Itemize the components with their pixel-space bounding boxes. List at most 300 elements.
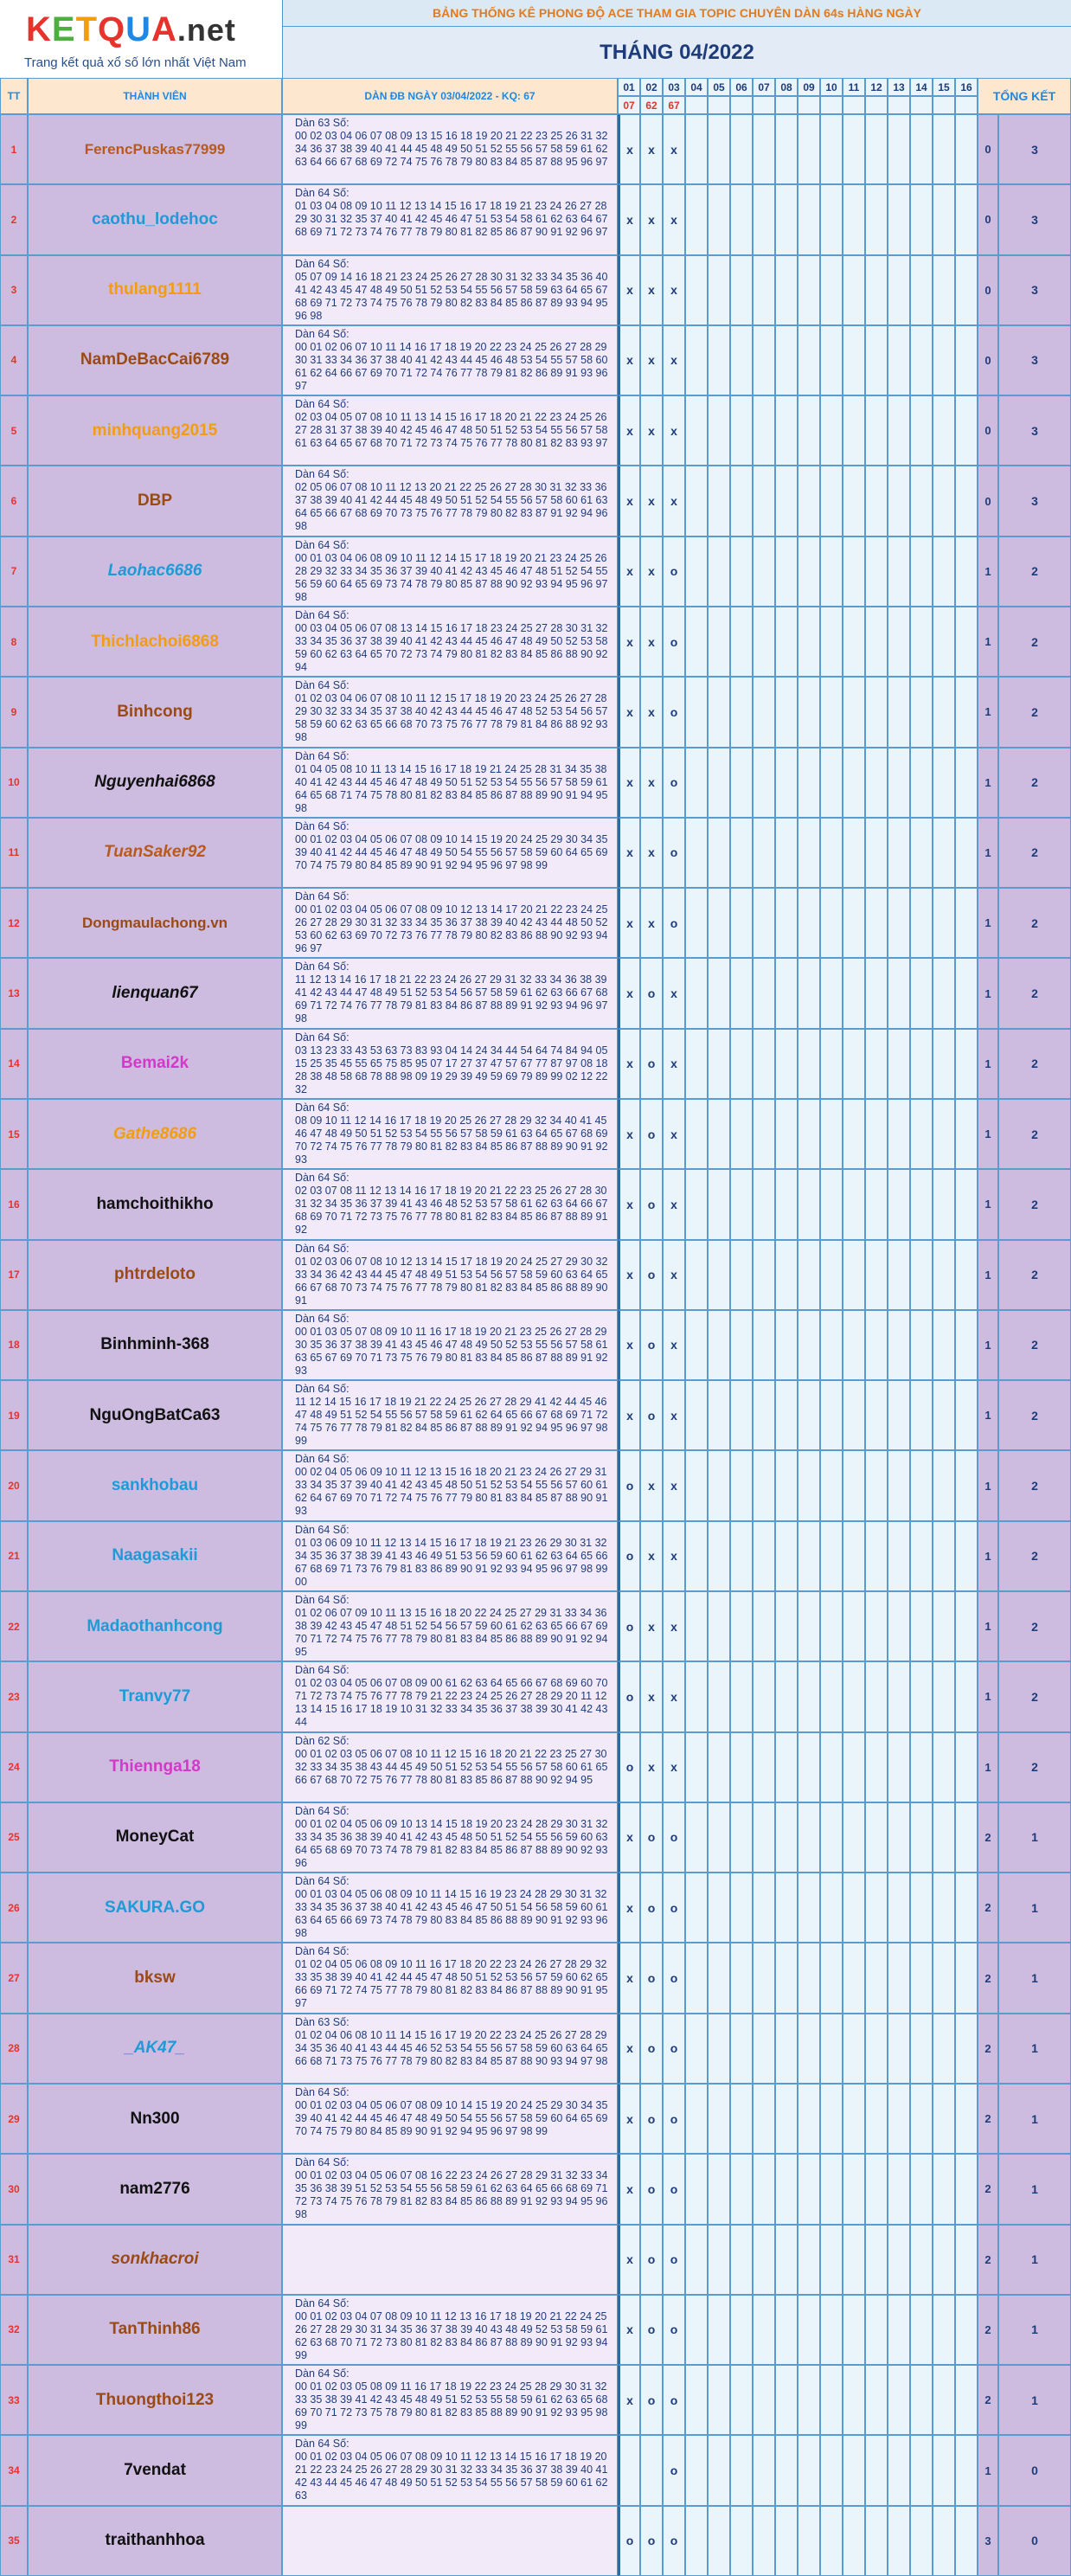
day-mark-03: x	[663, 1661, 685, 1731]
day-mark-15	[933, 2225, 955, 2295]
day-mark-06	[730, 1099, 753, 1169]
day-mark-07	[753, 536, 775, 607]
day-mark-15	[933, 1943, 955, 2013]
day-mark-15	[933, 1591, 955, 1661]
day-mark-05	[708, 114, 730, 184]
member-name[interactable]: TuanSaker92	[28, 818, 282, 888]
day-mark-08	[775, 2154, 798, 2224]
member-name[interactable]: Binhcong	[28, 677, 282, 747]
day-mark-14	[910, 1380, 933, 1450]
day-mark-06	[730, 1732, 753, 1802]
member-name[interactable]: DBP	[28, 466, 282, 536]
logo-suffix: .net	[176, 12, 236, 48]
day-mark-14	[910, 536, 933, 607]
table-row	[0, 1380, 1071, 1450]
day-mark-15	[933, 1380, 955, 1450]
day-result-02: 62	[640, 96, 663, 114]
member-name[interactable]: Binhminh-368	[28, 1310, 282, 1380]
table-row	[0, 1943, 1071, 2013]
member-name[interactable]: Tranvy77	[28, 1661, 282, 1731]
day-mark-16	[955, 114, 978, 184]
day-mark-14	[910, 818, 933, 888]
table-row	[0, 607, 1071, 677]
day-mark-07	[753, 888, 775, 958]
day-mark-03: o	[663, 536, 685, 607]
dan-numbers-cell	[282, 2295, 618, 2365]
day-mark-13	[888, 255, 910, 325]
day-mark-09	[798, 536, 820, 607]
day-mark-10	[820, 1943, 843, 2013]
day-mark-07	[753, 325, 775, 395]
day-mark-15	[933, 2295, 955, 2365]
dan-numbers: 02 05 06 07 08 10 11 12 13 20 21 22 25 26 27 28 30 31 32 33 36 37 38 39 40 41 42 44 45 48 49 50 51 52 54 55 56 57 58 60 61 63 64 65 66 67 68 69 70 73 75 76 77 78 79 80 82 83 87 91 92 94 96 98	[295, 481, 608, 533]
day-mark-04	[685, 818, 708, 888]
day-mark-10	[820, 958, 843, 1028]
day-mark-11	[843, 677, 865, 747]
hit-count: 2	[998, 1169, 1071, 1239]
member-name[interactable]: lienquan67	[28, 958, 282, 1028]
day-mark-16	[955, 1240, 978, 1310]
day-mark-16	[955, 958, 978, 1028]
dan-numbers-cell	[282, 184, 618, 254]
day-mark-08	[775, 2435, 798, 2505]
member-name[interactable]: Dongmaulachong.vn	[28, 888, 282, 958]
day-mark-05	[708, 2365, 730, 2435]
day-mark-14	[910, 395, 933, 466]
day-mark-15	[933, 677, 955, 747]
day-mark-13	[888, 677, 910, 747]
day-mark-12	[865, 325, 888, 395]
miss-count: 2	[978, 1802, 998, 1873]
day-mark-09	[798, 1029, 820, 1099]
day-mark-04	[685, 1099, 708, 1169]
day-mark-12	[865, 1240, 888, 1310]
day-mark-15	[933, 888, 955, 958]
day-header-06: 06	[730, 78, 753, 96]
day-mark-04	[685, 1732, 708, 1802]
day-mark-16	[955, 1169, 978, 1239]
day-mark-08	[775, 2506, 798, 2576]
dan-label: Dàn 64 Số:	[295, 2156, 350, 2169]
day-mark-09	[798, 114, 820, 184]
day-mark-05	[708, 2506, 730, 2576]
row-number: 17	[0, 1240, 28, 1310]
day-mark-13	[888, 325, 910, 395]
member-name[interactable]: Thichlachoi6868	[28, 607, 282, 677]
member-name[interactable]: Thiennga18	[28, 1732, 282, 1802]
col-dan: DÀN ĐB NGÀY 03/04/2022 - KQ: 67	[282, 78, 618, 114]
table-row	[0, 677, 1071, 747]
day-mark-08	[775, 2225, 798, 2295]
day-mark-07	[753, 748, 775, 818]
dan-label: Dàn 64 Số:	[295, 679, 350, 692]
member-name[interactable]: NguOngBatCa63	[28, 1380, 282, 1450]
day-mark-06	[730, 1802, 753, 1873]
day-mark-02: o	[640, 1029, 663, 1099]
member-name[interactable]: sankhobau	[28, 1450, 282, 1520]
table-row	[0, 1240, 1071, 1310]
member-name[interactable]: minhquang2015	[28, 395, 282, 466]
day-mark-05	[708, 818, 730, 888]
day-mark-07	[753, 1450, 775, 1520]
member-name[interactable]: Madaothanhcong	[28, 1591, 282, 1661]
day-mark-12	[865, 536, 888, 607]
dan-numbers-cell	[282, 1943, 618, 2013]
day-mark-01: x	[618, 1802, 640, 1873]
day-mark-11	[843, 1732, 865, 1802]
day-mark-09	[798, 2295, 820, 2365]
day-mark-16	[955, 748, 978, 818]
month-title: THÁNG 04/2022	[283, 27, 1071, 78]
day-mark-16	[955, 2014, 978, 2084]
day-mark-07	[753, 2084, 775, 2154]
hit-count: 2	[998, 818, 1071, 888]
day-mark-02: o	[640, 2295, 663, 2365]
row-number: 8	[0, 607, 28, 677]
day-mark-14	[910, 1591, 933, 1661]
day-mark-02: o	[640, 1240, 663, 1310]
miss-count: 1	[978, 1310, 998, 1380]
day-result-07	[753, 96, 775, 114]
member-name[interactable]: bksw	[28, 1943, 282, 2013]
day-mark-14	[910, 2154, 933, 2224]
member-name[interactable]: phtrdeloto	[28, 1240, 282, 1310]
day-mark-04	[685, 2014, 708, 2084]
table-row	[0, 2435, 1071, 2505]
day-header-08: 08	[775, 78, 798, 96]
dan-numbers-cell	[282, 114, 618, 184]
day-mark-02: o	[640, 2154, 663, 2224]
day-mark-13	[888, 2435, 910, 2505]
day-mark-16	[955, 607, 978, 677]
day-mark-15	[933, 2084, 955, 2154]
dan-label: Dàn 64 Số:	[295, 398, 350, 411]
day-mark-16	[955, 2084, 978, 2154]
day-mark-11	[843, 958, 865, 1028]
day-mark-05	[708, 888, 730, 958]
day-mark-11	[843, 184, 865, 254]
row-number: 29	[0, 2084, 28, 2154]
row-number: 11	[0, 818, 28, 888]
day-mark-02: o	[640, 1943, 663, 2013]
day-mark-14	[910, 1802, 933, 1873]
member-name[interactable]: traithanhhoa	[28, 2506, 282, 2576]
dan-numbers: 00 01 02 03 04 07 08 09 10 11 12 13 16 17 18 19 20 21 22 24 25 26 27 28 29 30 31 34 35 36 37 38 39 40 43 48 49 52 53 58 59 61 62 63 68 70 71 72 73 80 81 82 83 84 86 87 88 89 90 91 92 93 94 99	[295, 2309, 608, 2361]
dan-numbers-cell	[282, 677, 618, 747]
day-mark-07	[753, 1661, 775, 1731]
day-mark-07	[753, 1802, 775, 1873]
dan-numbers: 11 12 13 14 16 17 18 21 22 23 24 26 27 29 31 32 33 34 36 38 39 41 42 43 44 47 48 49 51 52 53 54 56 57 58 59 61 62 63 66 67 68 69 71 72 74 76 77 78 79 81 83 84 86 87 88 89 91 92 93 94 96 97 98	[295, 973, 608, 1025]
day-mark-11	[843, 2295, 865, 2365]
day-mark-02: x	[640, 184, 663, 254]
day-mark-10	[820, 466, 843, 536]
member-name[interactable]: Nn300	[28, 2084, 282, 2154]
miss-count: 1	[978, 888, 998, 958]
dan-numbers-cell	[282, 2506, 618, 2576]
day-mark-03: o	[663, 1943, 685, 2013]
day-mark-02: o	[640, 1099, 663, 1169]
day-mark-09	[798, 607, 820, 677]
day-mark-14	[910, 1732, 933, 1802]
dan-label: Dàn 64 Số:	[295, 2438, 350, 2451]
day-mark-02: o	[640, 958, 663, 1028]
member-name[interactable]: Laohac6686	[28, 536, 282, 607]
site-logo[interactable]	[0, 0, 284, 78]
day-mark-01: x	[618, 1240, 640, 1310]
day-header-16: 16	[955, 78, 978, 96]
day-header-11: 11	[843, 78, 865, 96]
day-mark-08	[775, 1099, 798, 1169]
day-mark-12	[865, 1450, 888, 1520]
day-mark-12	[865, 1732, 888, 1802]
hit-count: 1	[998, 2014, 1071, 2084]
day-mark-16	[955, 1873, 978, 1943]
day-result-08	[775, 96, 798, 114]
member-name[interactable]: 7vendat	[28, 2435, 282, 2505]
member-name[interactable]: sonkhacroi	[28, 2225, 282, 2295]
hit-count: 2	[998, 1450, 1071, 1520]
day-mark-06	[730, 2506, 753, 2576]
table-row	[0, 395, 1071, 466]
day-header-09: 09	[798, 78, 820, 96]
day-mark-12	[865, 1521, 888, 1591]
day-mark-13	[888, 114, 910, 184]
day-mark-03: x	[663, 1380, 685, 1450]
dan-label: Dàn 64 Số:	[295, 2367, 350, 2380]
day-mark-11	[843, 2154, 865, 2224]
day-mark-02: o	[640, 2225, 663, 2295]
day-mark-01: x	[618, 114, 640, 184]
day-mark-06	[730, 748, 753, 818]
day-result-12	[865, 96, 888, 114]
day-mark-02: x	[640, 325, 663, 395]
day-mark-04	[685, 1943, 708, 2013]
member-name[interactable]: thulang1111	[28, 255, 282, 325]
hit-count: 2	[998, 1310, 1071, 1380]
day-mark-05	[708, 1169, 730, 1239]
day-result-03: 67	[663, 96, 685, 114]
dan-numbers-cell	[282, 2014, 618, 2084]
hit-count: 2	[998, 1732, 1071, 1802]
day-mark-01: x	[618, 255, 640, 325]
day-mark-04	[685, 184, 708, 254]
day-mark-09	[798, 2084, 820, 2154]
day-mark-10	[820, 748, 843, 818]
day-mark-12	[865, 184, 888, 254]
dan-numbers: 00 01 02 03 04 05 06 07 08 09 10 14 15 19 20 24 25 29 30 34 35 39 40 41 42 44 45 46 47 48 49 50 54 55 56 57 58 59 60 64 65 69 70 74 75 79 80 84 85 89 90 91 92 94 95 96 97 98 99	[295, 832, 608, 871]
dan-numbers: 00 01 03 05 07 08 09 10 11 16 17 18 19 20 21 23 25 26 27 28 29 30 35 36 37 38 39 41 43 45 46 47 48 49 50 52 53 55 56 57 58 61 63 65 67 69 70 71 73 75 76 79 80 81 83 84 85 86 87 88 89 91 92 93	[295, 1325, 608, 1377]
dan-numbers-cell	[282, 1450, 618, 1520]
miss-count: 1	[978, 1450, 998, 1520]
dan-numbers: 01 03 06 09 10 11 12 13 14 15 16 17 18 19 21 23 26 29 30 31 32 34 35 36 37 38 39 41 43 46 49 51 53 56 59 60 61 62 63 64 65 66 67 68 69 71 73 76 79 81 83 86 89 90 91 92 93 94 95 96 97 98 99 00	[295, 1536, 608, 1588]
day-mark-05	[708, 2014, 730, 2084]
day-mark-03: o	[663, 818, 685, 888]
day-mark-03: o	[663, 2365, 685, 2435]
member-name[interactable]: Naagasakii	[28, 1521, 282, 1591]
day-mark-10	[820, 2295, 843, 2365]
member-name[interactable]: TanThinh86	[28, 2295, 282, 2365]
day-mark-01: o	[618, 1450, 640, 1520]
table-row	[0, 1310, 1071, 1380]
day-mark-10	[820, 1732, 843, 1802]
day-mark-01: x	[618, 607, 640, 677]
table-row	[0, 1521, 1071, 1591]
miss-count: 2	[978, 2154, 998, 2224]
day-mark-12	[865, 1310, 888, 1380]
day-mark-11	[843, 748, 865, 818]
day-mark-06	[730, 1029, 753, 1099]
day-mark-16	[955, 395, 978, 466]
day-mark-01: x	[618, 1873, 640, 1943]
day-mark-04	[685, 1661, 708, 1731]
day-mark-15	[933, 114, 955, 184]
day-mark-04	[685, 2225, 708, 2295]
table-row	[0, 325, 1071, 395]
day-mark-12	[865, 2506, 888, 2576]
day-header-04: 04	[685, 78, 708, 96]
miss-count: 1	[978, 1380, 998, 1450]
day-mark-11	[843, 1099, 865, 1169]
day-mark-03: x	[663, 114, 685, 184]
day-mark-14	[910, 1521, 933, 1591]
day-mark-12	[865, 114, 888, 184]
day-mark-05	[708, 1240, 730, 1310]
member-name[interactable]: Nguyenhai6868	[28, 748, 282, 818]
day-mark-03: x	[663, 184, 685, 254]
day-result-10	[820, 96, 843, 114]
day-mark-14	[910, 2365, 933, 2435]
row-number: 2	[0, 184, 28, 254]
day-mark-02: x	[640, 1521, 663, 1591]
table-row	[0, 1099, 1071, 1169]
day-mark-10	[820, 1169, 843, 1239]
member-name[interactable]: Gathe8686	[28, 1099, 282, 1169]
member-name[interactable]: _AK47_	[28, 2014, 282, 2084]
day-mark-04	[685, 1240, 708, 1310]
dan-numbers: 02 03 07 08 11 12 13 14 16 17 18 19 20 21 22 23 25 26 27 28 30 31 32 34 35 36 37 39 41 43 46 48 52 53 57 58 61 62 63 64 66 67 68 69 70 71 72 73 75 76 77 78 80 81 82 83 84 85 86 87 88 89 91 92	[295, 1185, 608, 1237]
dan-numbers: 01 02 03 04 05 06 07 08 09 00 61 62 63 64 65 66 67 68 69 60 70 71 72 73 74 75 76 77 78 79 21 22 23 24 25 26 27 28 29 20 11 12 13 14 15 16 17 18 19 10 31 32 33 34 35 36 37 38 39 30 41 42 43 44	[295, 1677, 608, 1729]
table-row	[0, 748, 1071, 818]
table-row	[0, 2225, 1071, 2295]
table-row	[0, 466, 1071, 536]
member-name[interactable]: MoneyCat	[28, 1802, 282, 1873]
day-mark-12	[865, 1943, 888, 2013]
day-mark-05	[708, 1873, 730, 1943]
day-mark-07	[753, 184, 775, 254]
day-mark-02: x	[640, 818, 663, 888]
day-mark-03: x	[663, 1310, 685, 1380]
hit-count: 1	[998, 2295, 1071, 2365]
day-mark-14	[910, 958, 933, 1028]
day-mark-14	[910, 888, 933, 958]
dan-label: Dàn 62 Số:	[295, 1734, 350, 1747]
day-mark-13	[888, 2084, 910, 2154]
day-mark-01: x	[618, 677, 640, 747]
day-mark-04	[685, 748, 708, 818]
row-number: 32	[0, 2295, 28, 2365]
day-mark-04	[685, 1591, 708, 1661]
day-mark-03: x	[663, 395, 685, 466]
day-mark-01: x	[618, 1029, 640, 1099]
day-mark-10	[820, 1450, 843, 1520]
day-mark-15	[933, 1661, 955, 1731]
day-mark-14	[910, 2506, 933, 2576]
logo-brand	[26, 10, 236, 49]
day-mark-13	[888, 1029, 910, 1099]
day-mark-08	[775, 1240, 798, 1310]
day-mark-09	[798, 2435, 820, 2505]
day-mark-03: x	[663, 958, 685, 1028]
member-name[interactable]: NamDeBacCai6789	[28, 325, 282, 395]
day-mark-04	[685, 325, 708, 395]
table-row	[0, 958, 1071, 1028]
day-mark-04	[685, 2365, 708, 2435]
day-mark-05	[708, 536, 730, 607]
dan-numbers-cell	[282, 255, 618, 325]
dan-label: Dàn 64 Số:	[295, 1172, 350, 1185]
day-mark-16	[955, 184, 978, 254]
day-mark-06	[730, 466, 753, 536]
member-name[interactable]: Bemai2k	[28, 1029, 282, 1099]
day-mark-04	[685, 395, 708, 466]
member-name[interactable]: caothu_lodehoc	[28, 184, 282, 254]
day-mark-13	[888, 1169, 910, 1239]
top-header	[0, 0, 1071, 78]
row-number: 31	[0, 2225, 28, 2295]
day-mark-05	[708, 2295, 730, 2365]
hit-count: 2	[998, 607, 1071, 677]
member-name[interactable]: hamchoithikho	[28, 1169, 282, 1239]
dan-numbers: 00 01 02 03 04 05 06 07 08 09 10 12 13 14 17 20 21 22 23 24 25 26 27 28 29 30 31 32 33 34 35 36 37 38 39 40 42 43 44 48 50 52 53 60 62 63 69 70 72 73 76 77 78 79 80 82 83 86 88 90 92 93 94 96 97	[295, 903, 608, 955]
row-number: 33	[0, 2365, 28, 2435]
member-name[interactable]: FerencPuskas77999	[28, 114, 282, 184]
day-mark-03: x	[663, 1591, 685, 1661]
day-mark-11	[843, 1802, 865, 1873]
miss-count: 1	[978, 958, 998, 1028]
day-mark-06	[730, 536, 753, 607]
row-number: 1	[0, 114, 28, 184]
day-mark-13	[888, 2365, 910, 2435]
day-mark-03: o	[663, 2225, 685, 2295]
day-mark-05	[708, 1099, 730, 1169]
day-mark-07	[753, 2365, 775, 2435]
member-name[interactable]: Thuongthoi123	[28, 2365, 282, 2435]
miss-count: 2	[978, 2014, 998, 2084]
day-mark-11	[843, 818, 865, 888]
day-header-10: 10	[820, 78, 843, 96]
member-name[interactable]: SAKURA.GO	[28, 1873, 282, 1943]
day-mark-10	[820, 1380, 843, 1450]
day-mark-01: x	[618, 184, 640, 254]
dan-numbers: 11 12 14 15 16 17 18 19 21 22 24 25 26 27 28 29 41 42 44 45 46 47 48 49 51 52 54 55 56 57 58 59 61 62 64 65 66 67 68 69 71 72 74 75 76 77 78 79 81 82 84 85 86 87 88 89 91 92 94 95 96 97 98 99	[295, 1396, 608, 1448]
member-name[interactable]: nam2776	[28, 2154, 282, 2224]
day-mark-14	[910, 2225, 933, 2295]
day-mark-11	[843, 1521, 865, 1591]
day-mark-05	[708, 1943, 730, 2013]
day-mark-15	[933, 1169, 955, 1239]
hit-count: 2	[998, 677, 1071, 747]
day-mark-06	[730, 1943, 753, 2013]
day-mark-13	[888, 1240, 910, 1310]
day-mark-15	[933, 2506, 955, 2576]
day-mark-16	[955, 1099, 978, 1169]
day-result-15	[933, 96, 955, 114]
day-mark-10	[820, 677, 843, 747]
day-result-16	[955, 96, 978, 114]
row-number: 19	[0, 1380, 28, 1450]
day-mark-04	[685, 1450, 708, 1520]
logo-letter: Q	[98, 10, 126, 48]
